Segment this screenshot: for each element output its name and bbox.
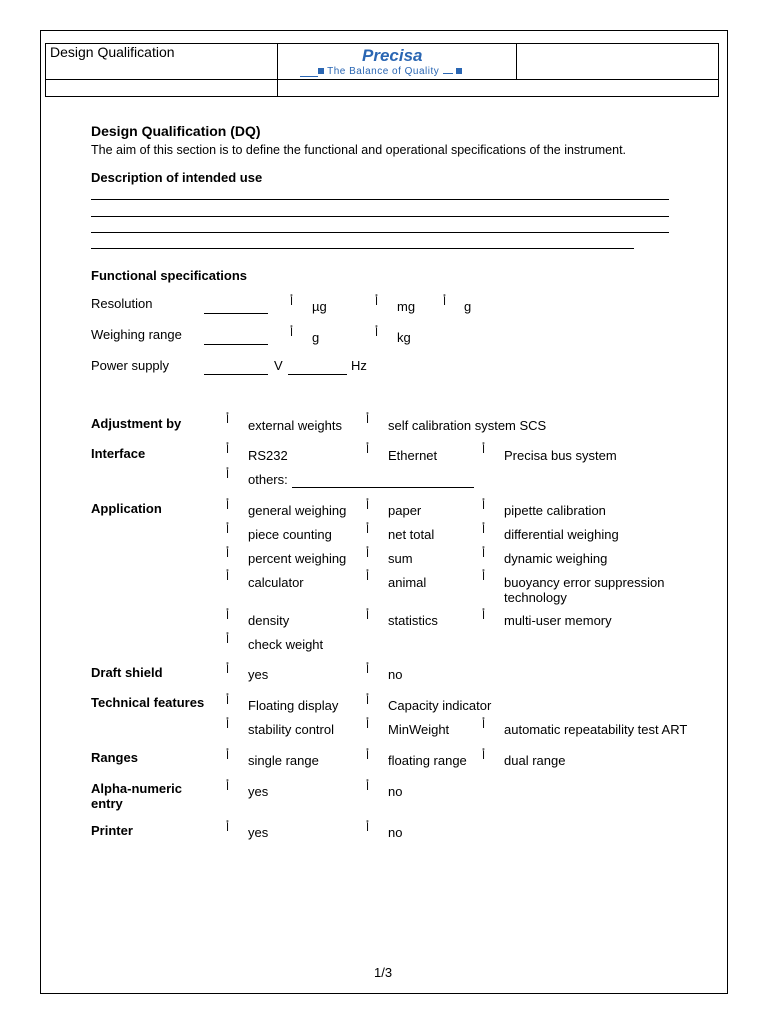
dq-intro-text: The aim of this section is to define the functional and operational specifications of the instrument. <box>91 143 627 157</box>
checkbox-icon[interactable]: أ <box>226 695 230 707</box>
checkbox-icon[interactable]: أ <box>226 750 230 762</box>
range-option: floating range <box>388 753 467 768</box>
checkbox-icon[interactable]: أ <box>226 610 230 622</box>
app-option: general weighing <box>248 503 347 518</box>
printer-label: Printer <box>91 823 133 838</box>
checkbox-icon[interactable]: أ <box>226 500 230 512</box>
range-option: dual range <box>504 753 566 768</box>
intended-use-line[interactable] <box>91 216 669 217</box>
precisa-logo: Precisa <box>362 46 423 65</box>
intended-use-label: Description of intended use <box>91 170 263 185</box>
tech-option: Capacity indicator <box>388 698 492 713</box>
power-supply-label: Power supply <box>91 358 170 373</box>
checkbox-icon[interactable]: أ <box>226 664 230 676</box>
square-icon <box>318 68 324 74</box>
app-option: density <box>248 613 290 628</box>
option-yes: yes <box>248 667 269 682</box>
checkbox-icon[interactable]: أ <box>482 719 486 731</box>
checkbox-icon[interactable]: أ <box>226 634 230 646</box>
option-no: no <box>388 784 403 799</box>
checkbox-icon[interactable]: أ <box>366 610 370 622</box>
checkbox-icon[interactable]: أ <box>366 664 370 676</box>
range-option: single range <box>248 753 319 768</box>
alpha-label-line2: entry <box>91 796 123 811</box>
checkbox-icon[interactable]: أ <box>226 822 230 834</box>
unit-kg: kg <box>397 330 411 345</box>
logo-tagline <box>318 66 462 77</box>
square-icon <box>456 68 462 74</box>
functional-heading: Functional specifications <box>91 268 248 283</box>
application-label: Application <box>91 501 162 516</box>
checkbox-icon[interactable]: أ <box>366 695 370 707</box>
checkbox-icon[interactable]: أ <box>290 327 294 339</box>
checkbox-icon[interactable]: أ <box>366 548 370 560</box>
app-option: pipette calibration <box>504 503 606 518</box>
checkbox-icon[interactable]: أ <box>226 571 230 583</box>
intended-use-line[interactable] <box>91 232 669 233</box>
option-ethernet: Ethernet <box>388 448 438 463</box>
option-rs232: RS232 <box>248 448 288 463</box>
tech-option: Floating display <box>248 698 339 713</box>
app-option-continued: technology <box>504 590 567 605</box>
technical-label: Technical features <box>91 695 205 710</box>
tagline-rule <box>300 76 318 77</box>
app-option: calculator <box>248 575 304 590</box>
weighing-range-label: Weighing range <box>91 327 182 342</box>
adjustment-label: Adjustment by <box>91 416 182 431</box>
app-option: net total <box>388 527 435 542</box>
checkbox-icon[interactable]: أ <box>482 610 486 622</box>
checkbox-icon[interactable]: أ <box>375 327 379 339</box>
resolution-label: Resolution <box>91 296 153 311</box>
dq-heading: Design Qualification (DQ) <box>91 123 261 139</box>
checkbox-icon[interactable]: أ <box>482 750 486 762</box>
unit-g: g <box>464 299 472 314</box>
header-empty-cell <box>277 79 719 97</box>
voltage-input[interactable] <box>204 374 268 375</box>
checkbox-icon[interactable]: أ <box>366 719 370 731</box>
checkbox-icon[interactable]: أ <box>226 524 230 536</box>
checkbox-icon[interactable]: أ <box>290 296 294 308</box>
tech-option: MinWeight <box>388 722 450 737</box>
page-number: 1/3 <box>374 965 393 980</box>
checkbox-icon[interactable]: أ <box>366 444 370 456</box>
intended-use-line[interactable] <box>91 199 669 200</box>
header-empty-cell <box>45 79 278 97</box>
checkbox-icon[interactable]: أ <box>482 571 486 583</box>
intended-use-line[interactable] <box>91 248 634 249</box>
alpha-label: Alpha-numeric <box>91 781 183 796</box>
app-option: paper <box>388 503 422 518</box>
weighing-range-input[interactable] <box>204 344 268 345</box>
option-external-weights: external weights <box>248 418 342 433</box>
unit-ug: µg <box>312 299 327 314</box>
app-option: sum <box>388 551 413 566</box>
app-option: statistics <box>388 613 438 628</box>
option-precisa-bus: Precisa bus system <box>504 448 617 463</box>
checkbox-icon[interactable]: أ <box>482 500 486 512</box>
unit-g: g <box>312 330 320 345</box>
option-scs: self calibration system SCS <box>388 418 547 433</box>
checkbox-icon[interactable]: أ <box>366 822 370 834</box>
checkbox-icon[interactable]: أ <box>226 719 230 731</box>
resolution-input[interactable] <box>204 313 268 314</box>
interface-label: Interface <box>91 446 146 461</box>
tech-option: automatic repeatability test ART <box>504 722 688 737</box>
tech-option: stability control <box>248 722 334 737</box>
app-option: differential weighing <box>504 527 619 542</box>
app-option: multi-user memory <box>504 613 612 628</box>
checkbox-icon[interactable]: أ <box>443 296 447 308</box>
option-yes: yes <box>248 825 269 840</box>
checkbox-icon[interactable]: أ <box>366 414 370 426</box>
option-no: no <box>388 667 403 682</box>
app-option: buoyancy error suppression <box>504 575 665 590</box>
checkbox-icon[interactable]: أ <box>366 750 370 762</box>
unit-hz: Hz <box>351 358 367 373</box>
option-others: others: <box>248 472 288 487</box>
checkbox-icon[interactable]: أ <box>482 548 486 560</box>
others-input[interactable] <box>292 487 474 488</box>
checkbox-icon[interactable]: أ <box>482 524 486 536</box>
ranges-label: Ranges <box>91 750 138 765</box>
checkbox-icon[interactable]: أ <box>366 571 370 583</box>
checkbox-icon[interactable]: أ <box>226 548 230 560</box>
checkbox-icon[interactable]: أ <box>366 524 370 536</box>
checkbox-icon[interactable]: أ <box>366 500 370 512</box>
header-empty-cell <box>516 43 719 80</box>
header-title: Design Qualification <box>50 44 175 60</box>
checkbox-icon[interactable]: أ <box>226 414 230 426</box>
app-option: percent weighing <box>248 551 347 566</box>
draft-shield-label: Draft shield <box>91 665 163 680</box>
checkbox-icon[interactable]: أ <box>375 296 379 308</box>
checkbox-icon[interactable]: أ <box>226 469 230 481</box>
checkbox-icon[interactable]: أ <box>226 444 230 456</box>
frequency-input[interactable] <box>288 374 347 375</box>
app-option: check weight <box>248 637 324 652</box>
app-option: animal <box>388 575 427 590</box>
checkbox-icon[interactable]: أ <box>366 781 370 793</box>
checkbox-icon[interactable]: أ <box>226 781 230 793</box>
unit-mg: mg <box>397 299 416 314</box>
app-option: piece counting <box>248 527 332 542</box>
option-no: no <box>388 825 403 840</box>
checkbox-icon[interactable]: أ <box>482 444 486 456</box>
unit-v: V <box>274 358 283 373</box>
tagline-text: The Balance of Quality <box>327 66 440 77</box>
option-yes: yes <box>248 784 269 799</box>
app-option: dynamic weighing <box>504 551 608 566</box>
